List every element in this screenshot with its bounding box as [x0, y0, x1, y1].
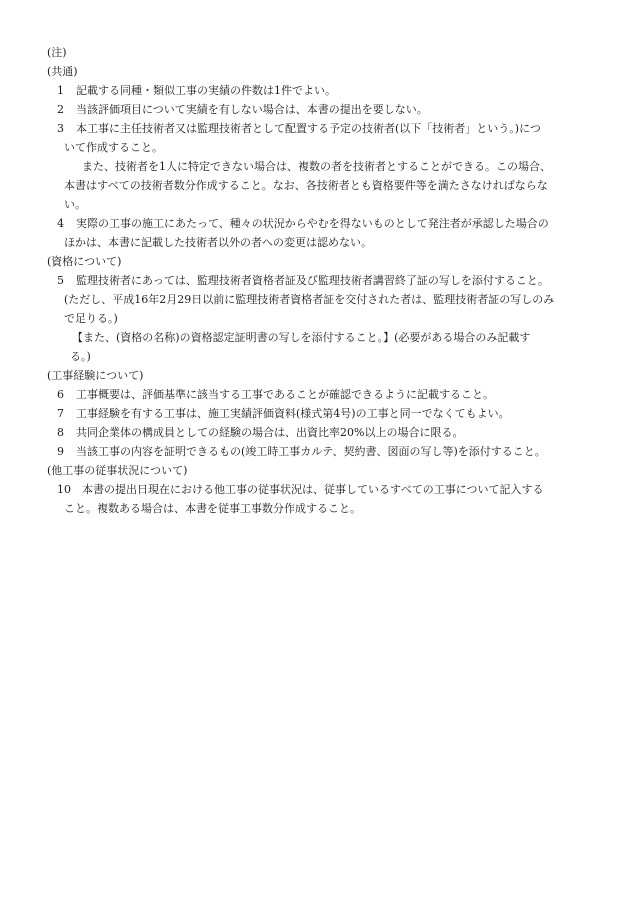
note-3-number: 3 [57, 122, 64, 135]
note-8-number: 8 [57, 426, 64, 439]
note-5-text: 監理技術者にあっては、監理技術者資格者証及び監理技術者講習終了証の写しを添付すること。 [76, 274, 549, 287]
note-3-para2-line1: また、技術者を1人に特定できない場合は、複数の者を技術者とすることができる。この場合、 [82, 160, 551, 173]
note-10-text-cont: こと。複数ある場合は、本書を従事工事数分作成すること。 [64, 502, 361, 515]
note-1-text: 記載する同種・類似工事の実績の件数は1件でよい。 [76, 84, 336, 97]
note-6-number: 6 [57, 388, 64, 401]
note-4-text: 実際の工事の施工にあたって、種々の状況からやむを得ないものとして発注者が承認した場合の [76, 217, 549, 230]
note-5-text-cont2: で足りる。) [64, 312, 118, 325]
note-7-text: 工事経験を有する工事は、施工実績評価資料(様式第4号)の工事と同一でなくてもよい。 [76, 407, 510, 420]
note-9-text: 当該工事の内容を証明できるもの(竣工時工事カルテ、契約書、図面の写し等)を添付すること。 [76, 445, 546, 458]
section-heading-qualification: (資格について) [47, 255, 122, 268]
note-3-para2-line2: 本書はすべての技術者数分作成すること。なお、各技術者とも資格要件等を満たさなければならな [64, 179, 548, 192]
note-8-text: 共同企業体の構成員としての経験の場合は、出資比率20%以上の場合に限る。 [76, 426, 464, 439]
section-heading-experience: (工事経験について) [47, 369, 144, 382]
note-5-extra-line1: 【また、(資格の名称)の資格認定証明書の写しを添付すること。】(必要がある場合のみ記載す [72, 331, 531, 344]
note-2-text: 当該評価項目について実績を有しない場合は、本書の提出を要しない。 [76, 103, 428, 116]
note-4-text-cont: ほかは、本書に記載した技術者以外の者への変更は認めない。 [64, 236, 372, 249]
note-10-number: 10 [57, 483, 71, 496]
note-4-number: 4 [57, 217, 64, 230]
note-9-number: 9 [57, 445, 64, 458]
section-heading-other-work: (他工事の従事状況について) [47, 464, 188, 477]
note-5-extra-line2: る。) [70, 350, 91, 363]
note-2-number: 2 [57, 103, 64, 116]
note-6-text: 工事概要は、評価基準に該当する工事であることが確認できるように記載すること。 [76, 388, 494, 401]
note-1-number: 1 [57, 84, 64, 97]
note-10-text: 本書の提出日現在における他工事の従事状況は、従事しているすべての工事について記入する [82, 483, 544, 496]
note-3-text-cont: いて作成すること。 [64, 141, 163, 154]
note-3-para2-line3: い。 [64, 198, 86, 211]
note-7-number: 7 [57, 407, 64, 420]
note-5-number: 5 [57, 274, 64, 287]
note-3-text: 本工事に主任技術者又は監理技術者として配置する予定の技術者(以下「技術者」という。)につ [76, 122, 541, 135]
note-5-text-cont1: (ただし、平成16年2月29日以前に監理技術者資格者証を交付された者は、監理技術者証の写しのみ [64, 293, 555, 306]
notes-title: (注) [47, 46, 67, 59]
section-heading-common: (共通) [47, 65, 78, 78]
